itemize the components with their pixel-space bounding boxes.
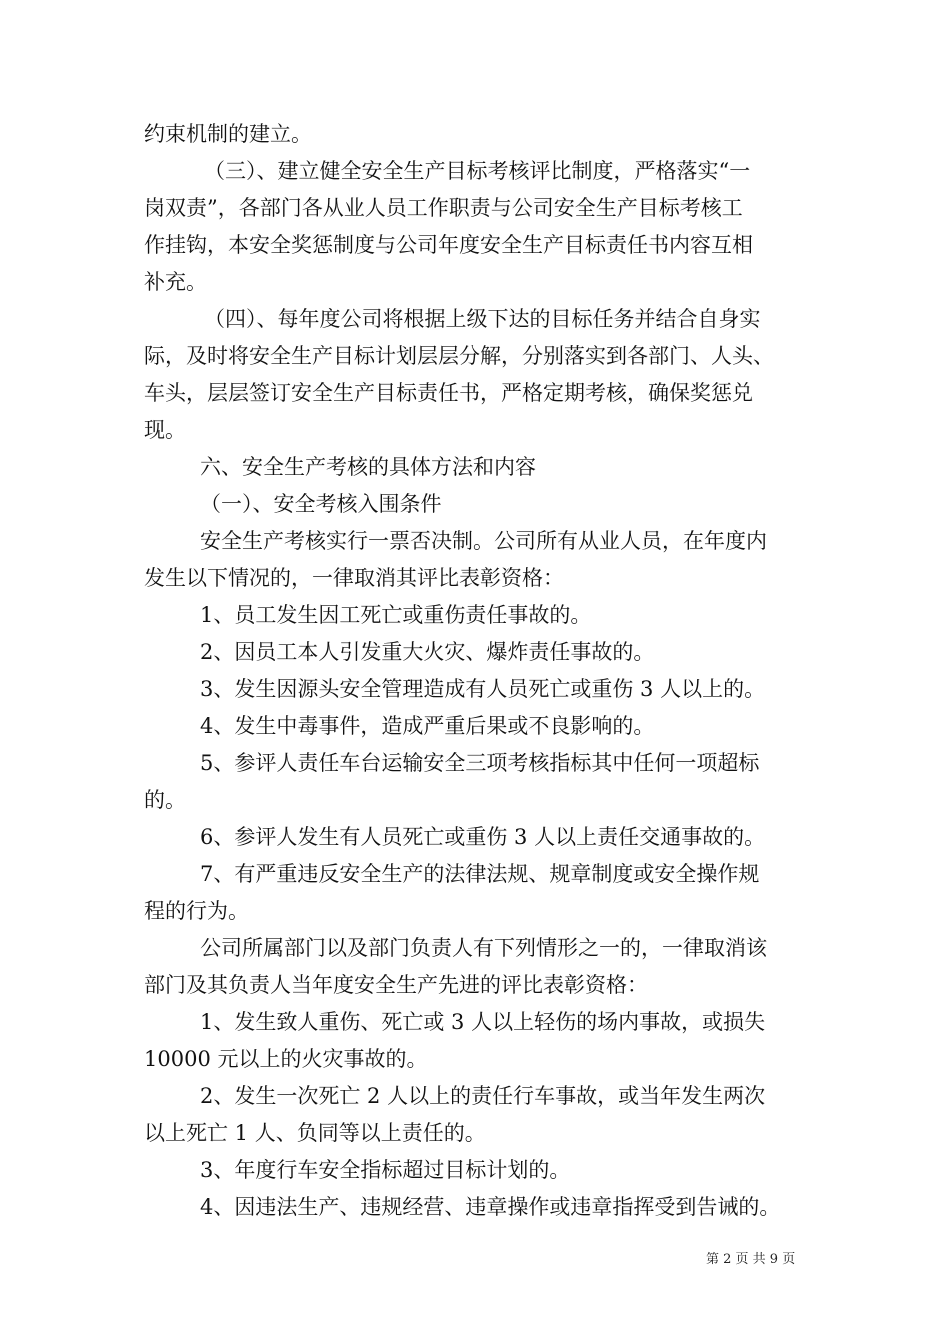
text-line: 补充。 bbox=[144, 270, 207, 294]
text-line: 部门及其负责人当年度安全生产先进的评比表彰资格： bbox=[144, 973, 648, 997]
text-line: （三）、建立健全安全生产目标考核评比制度，严格落实“一 bbox=[204, 159, 751, 183]
list-item: 3、年度行车安全指标超过目标计划的。 bbox=[200, 1158, 571, 1182]
page-number: 第 2 页 共 9 页 bbox=[706, 1252, 796, 1267]
list-item: 2、发生一次死亡 2 人以上的责任行车事故，或当年发生两次 bbox=[200, 1084, 766, 1108]
text-line: （四）、每年度公司将根据上级下达的目标任务并结合自身实 bbox=[204, 307, 761, 331]
list-item: 5、参评人责任车台运输安全三项考核指标其中任何一项超标 bbox=[200, 751, 760, 775]
text-line: 安全生产考核实行一票否决制。公司所有从业人员，在年度内 bbox=[200, 529, 767, 553]
text-line: 的。 bbox=[144, 788, 186, 812]
list-item: 2、因员工本人引发重大火灾、爆炸责任事故的。 bbox=[200, 640, 655, 664]
section-heading: 六、安全生产考核的具体方法和内容 bbox=[200, 455, 536, 479]
text-line: 以上死亡 1 人、负同等以上责任的。 bbox=[144, 1121, 486, 1145]
list-item: 7、有严重违反安全生产的法律法规、规章制度或安全操作规 bbox=[200, 862, 760, 886]
list-item: 4、因违法生产、违规经营、违章操作或违章指挥受到告诫的。 bbox=[200, 1195, 781, 1219]
text-line: 岗双责”，各部门各从业人员工作职责与公司安全生产目标考核工 bbox=[144, 196, 743, 220]
list-item: 1、员工发生因工死亡或重伤责任事故的。 bbox=[200, 603, 592, 627]
text-line: 程的行为。 bbox=[144, 899, 249, 923]
text-line: 际，及时将安全生产目标计划层层分解，分别落实到各部门、人头、 bbox=[144, 344, 774, 368]
text-line: 公司所属部门以及部门负责人有下列情形之一的，一律取消该 bbox=[200, 936, 767, 960]
list-item: 1、发生致人重伤、死亡或 3 人以上轻伤的场内事故，或损失 bbox=[200, 1010, 766, 1034]
text-line: 约束机制的建立。 bbox=[144, 122, 312, 146]
text-line: 作挂钩，本安全奖惩制度与公司年度安全生产目标责任书内容互相 bbox=[144, 233, 753, 257]
text-line: 10000 元以上的火灾事故的。 bbox=[144, 1047, 428, 1071]
text-line: 现。 bbox=[144, 418, 186, 442]
text-line: 车头，层层签订安全生产目标责任书，严格定期考核，确保奖惩兑 bbox=[144, 381, 753, 405]
list-item: 6、参评人发生有人员死亡或重伤 3 人以上责任交通事故的。 bbox=[200, 825, 766, 849]
text-line: 发生以下情况的，一律取消其评比表彰资格： bbox=[144, 566, 564, 590]
list-item: 4、发生中毒事件，造成严重后果或不良影响的。 bbox=[200, 714, 655, 738]
list-item: 3、发生因源头安全管理造成有人员死亡或重伤 3 人以上的。 bbox=[200, 677, 766, 701]
subsection-heading: （一）、安全考核入围条件 bbox=[200, 492, 442, 516]
